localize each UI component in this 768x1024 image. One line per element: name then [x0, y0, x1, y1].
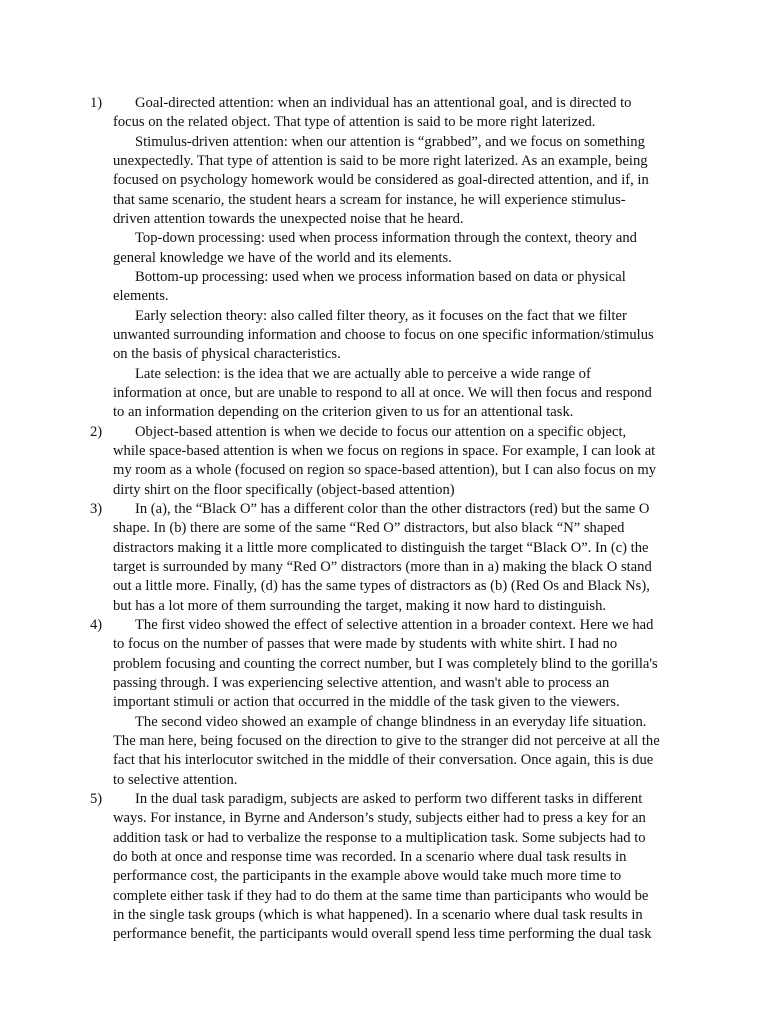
paragraph-line: target is surrounded by many “Red O” distractors (more than in a) making the black O stand	[113, 558, 652, 575]
list-number: 4)	[90, 616, 103, 633]
paragraph-line: unwanted surrounding information and choose to focus on one specific information/stimulus	[113, 326, 654, 343]
paragraph-line: In (a), the “Black O” has a different color than the other distractors (red) but the same O	[135, 500, 650, 517]
paragraph-line: focus on the related object. That type of attention is said to be more right laterized.	[113, 114, 596, 131]
paragraph-line: ways. For instance, in Byrne and Anderson’s study, subjects either had to press a key for an	[113, 810, 646, 827]
paragraph-line: focused on psychology homework would be considered as goal-directed attention, and if, in	[113, 172, 649, 189]
paragraph-line: The second video showed an example of change blindness in an everyday life situation.	[135, 713, 647, 730]
paragraph-line: Goal-directed attention: when an individual has an attentional goal, and is directed to	[135, 95, 632, 111]
paragraph-line: complete either task if they had to do them at the same time than participants who would be	[113, 887, 649, 904]
paragraph-line: dirty shirt on the floor specifically (object-based attention)	[113, 481, 455, 498]
paragraph-line: distractors making it a little more complicated to distinguish the target “Black O”. In (c) the	[113, 539, 649, 556]
list-number: 1)	[90, 95, 103, 111]
paragraph-line: In the dual task paradigm, subjects are asked to perform two different tasks in different	[135, 790, 643, 807]
paragraph-line: my room as a whole (focused on region so space-based attention), but I can also focus on my	[113, 462, 657, 479]
paragraph-line: Stimulus-driven attention: when our attention is “grabbed”, and we focus on something	[135, 133, 645, 150]
paragraph-line: The first video showed the effect of selective attention in a broader context. Here we had	[135, 616, 654, 633]
paragraph-line: performance benefit, the participants would overall spend less time performing the dual task	[113, 926, 652, 943]
paragraph-line: information at once, but are unable to respond to all at once. We will then focus and respond	[113, 384, 652, 401]
paragraph-line: Object-based attention is when we decide to focus our attention on a specific object,	[135, 423, 627, 440]
paragraph-line: that same scenario, the student hears a scream for instance, he will experience stimulus-	[113, 191, 626, 208]
paragraph-line: on the basis of physical characteristics.	[113, 346, 341, 363]
paragraph-line: Bottom-up processing: used when we process information based on data or physical	[135, 268, 626, 285]
list-number: 2)	[90, 423, 103, 440]
paragraph-line: Early selection theory: also called filter theory, as it focuses on the fact that we filter	[135, 307, 627, 324]
paragraph-line: while space-based attention is when we focus on regions in space. For example, I can look at	[113, 442, 656, 459]
paragraph-line: out a little more. Finally, (d) has the same types of distractors as (b) (Red Os and Black Ns),	[113, 578, 650, 595]
list-number: 3)	[90, 500, 103, 517]
paragraph-line: important stimuli or action that occurred in the middle of the task given to the viewers.	[113, 694, 620, 711]
paragraph-line: general knowledge we have of the world and its elements.	[113, 249, 452, 266]
paragraph-line: addition task or had to verbalize the response to a multiplication task. Some subjects had to	[113, 829, 646, 846]
paragraph-line: but has a lot more of them surrounding the target, making it now hard to distinguish.	[113, 597, 607, 614]
paragraph-line: in the single task groups (which is what happened). In a scenario where dual task results in	[113, 906, 643, 923]
paragraph-line: elements.	[113, 288, 169, 305]
paragraph-line: fact that his interlocutor switched in the middle of their conversation. Once again, this is due	[113, 752, 654, 769]
paragraph-line: do both at once and response time was recorded. In a scenario where dual task results in	[113, 848, 627, 865]
paragraph-line: Late selection: is the idea that we are actually able to perceive a wide range of	[135, 365, 591, 382]
paragraph-line: Top-down processing: used when process information through the context, theory and	[135, 230, 637, 247]
paragraph-line: driven attention towards the unexpected noise that he heard.	[113, 210, 464, 227]
paragraph-line: problem focusing and counting the correct number, but I was completely blind to the gorilla's	[113, 655, 658, 672]
paragraph-line: to selective attention.	[113, 771, 238, 788]
paragraph-line: to focus on the number of passes that were made by students with white shirt. I had no	[113, 636, 618, 653]
paragraph-line: passing through. I was experiencing selective attention, and wasn't able to process an	[113, 674, 610, 691]
list-number: 5)	[90, 790, 103, 807]
paragraph-line: unexpectedly. That type of attention is said to be more right laterized. As an example, being	[113, 152, 648, 169]
paragraph-line: shape. In (b) there are some of the same “Red O” distractors, but also black “N” shaped	[113, 520, 625, 537]
paragraph-line: to an information depending on the criterion given to us for an attentional task.	[113, 404, 574, 421]
paragraph-line: The man here, being focused on the direction to give to the stranger did not perceive at all the	[113, 732, 660, 749]
paragraph-line: performance cost, the participants in the example above would take much more time to	[113, 868, 622, 885]
